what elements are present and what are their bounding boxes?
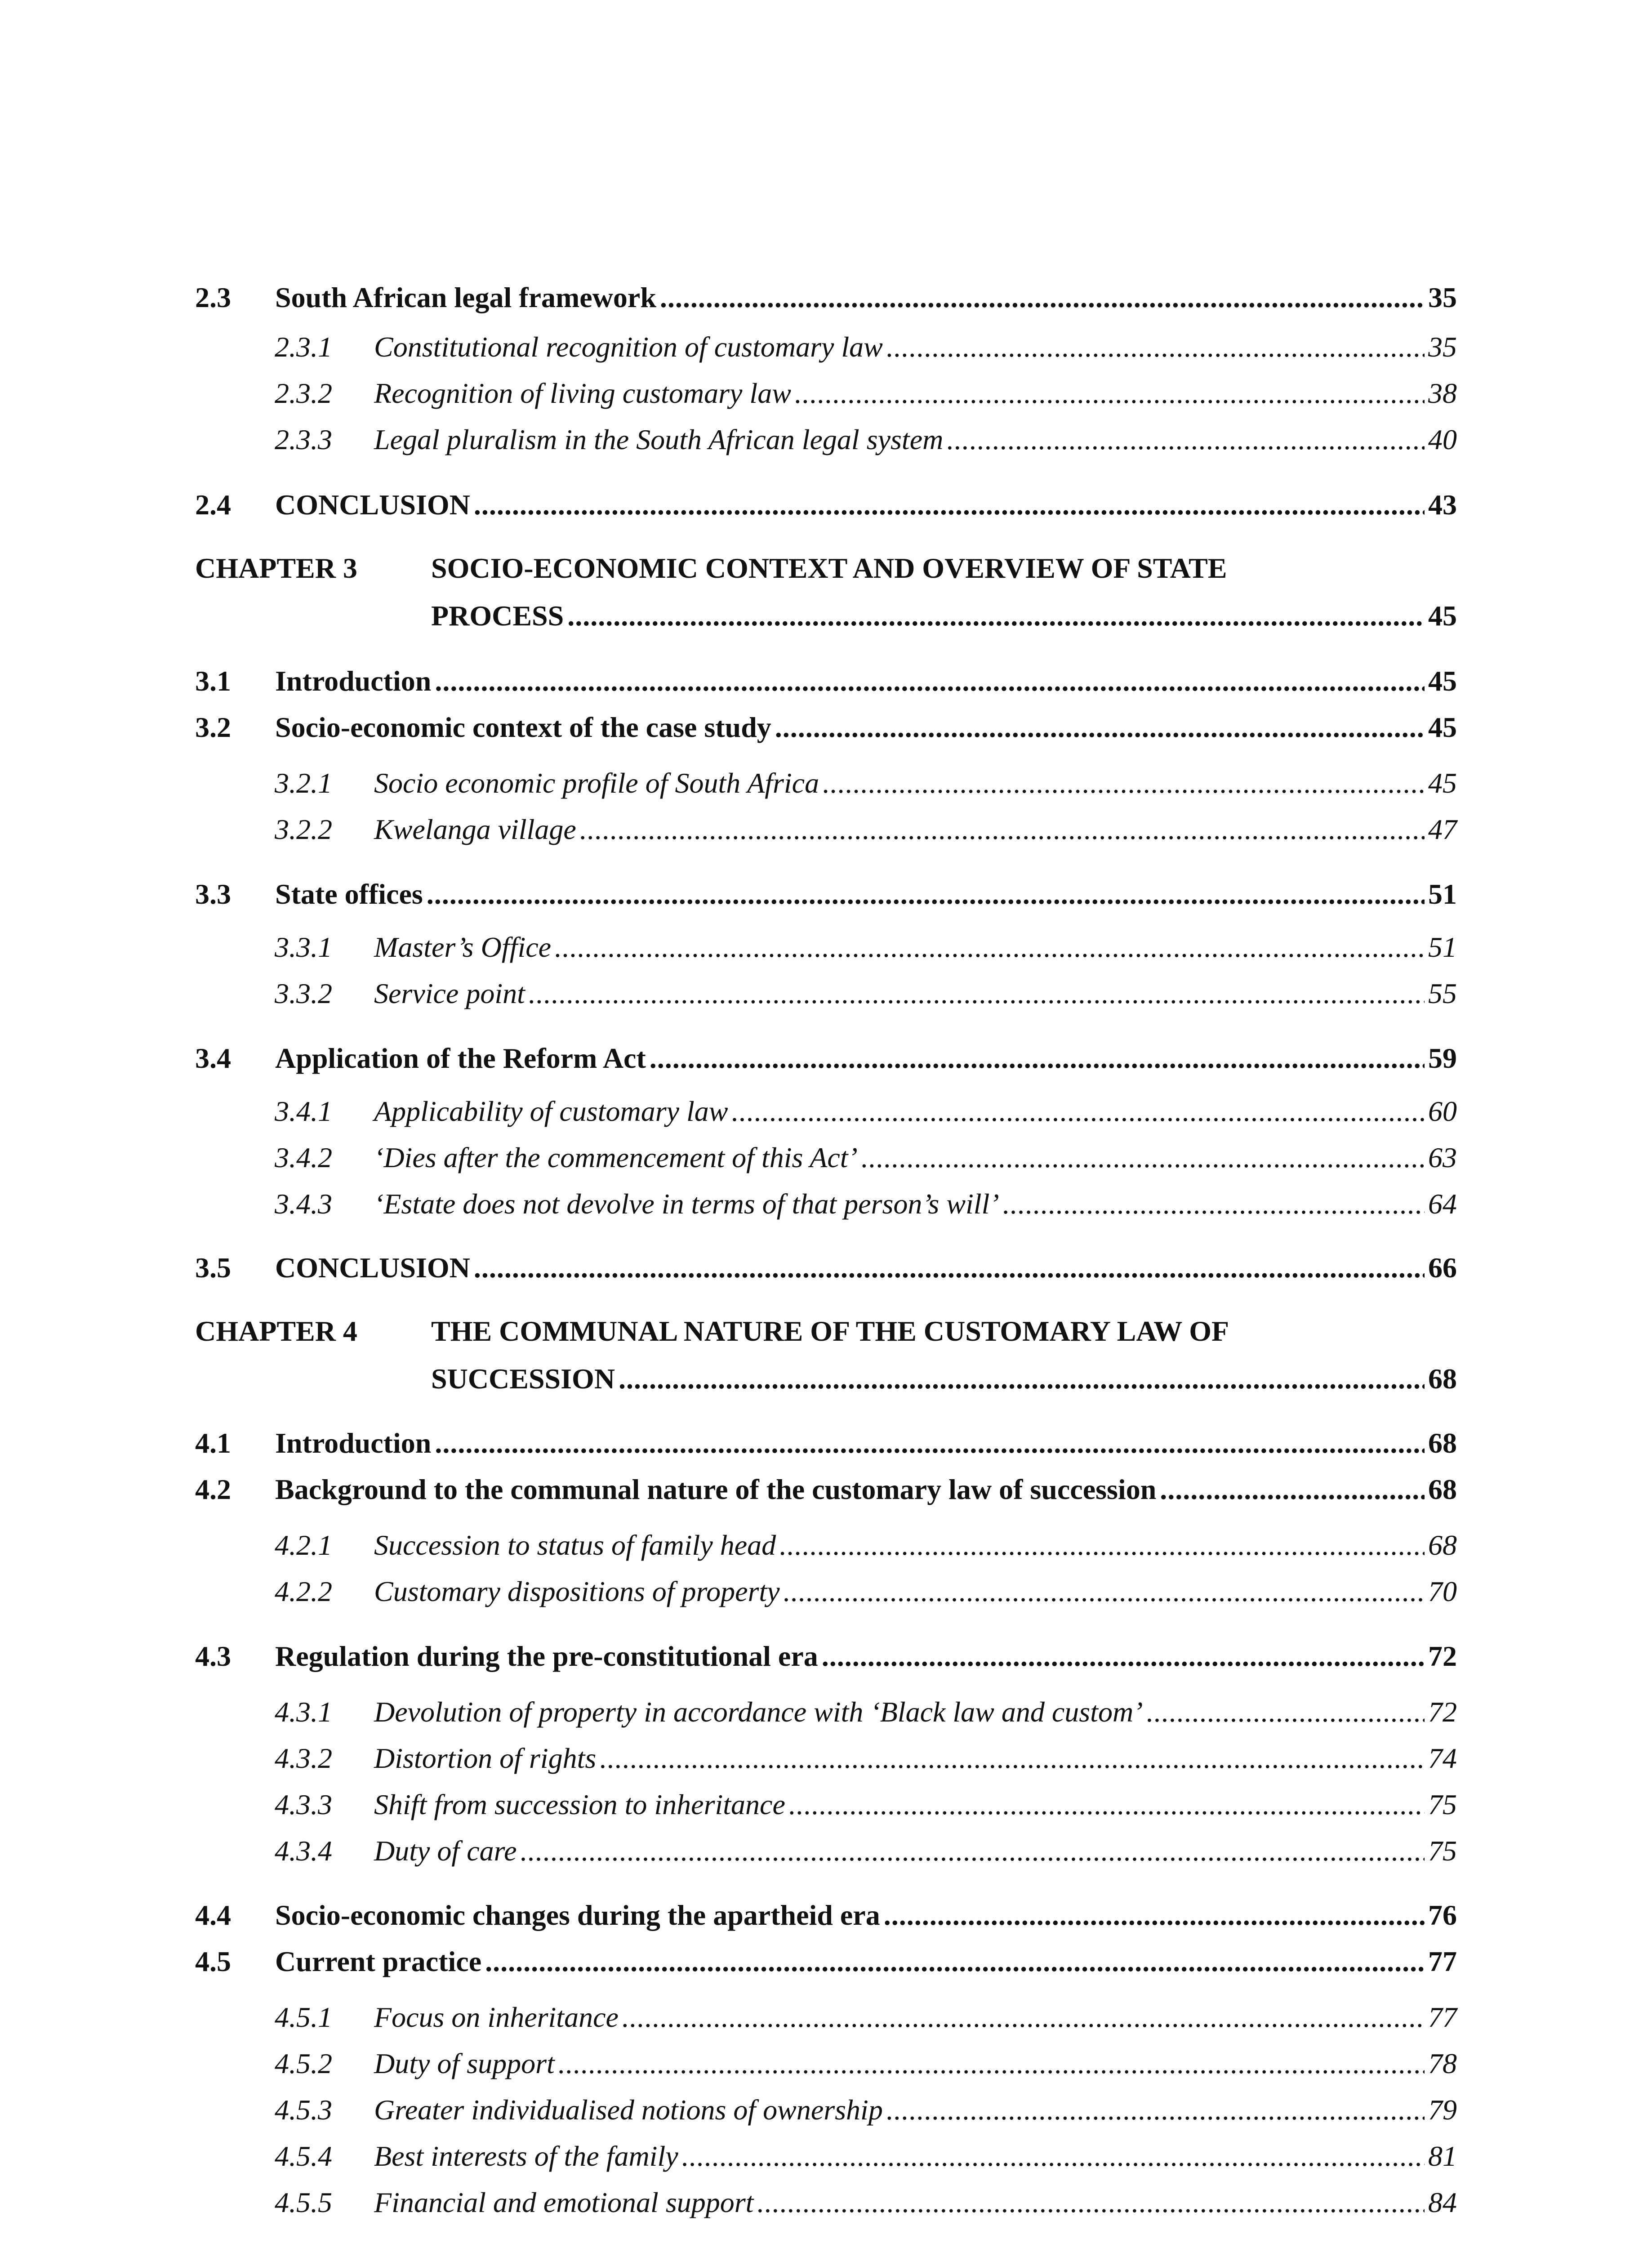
toc-entry-title: South African legal framework — [275, 281, 656, 313]
toc-entry-page: 45 — [1428, 600, 1457, 632]
toc-entry-number: 4.1 — [195, 1427, 231, 1459]
dot-leader — [555, 933, 1425, 962]
toc-entry-number: 3.3.2 — [275, 977, 332, 1009]
toc-entry-title: ‘Estate does not devolve in terms of that person’s will’ — [374, 1188, 999, 1220]
toc-entry-page: 77 — [1428, 2001, 1457, 2033]
toc-entry-page: 75 — [1428, 1789, 1457, 1820]
toc-entry-page: 51 — [1428, 931, 1457, 963]
toc-entry-title: CONCLUSION — [275, 1252, 470, 1284]
toc-entry-page: 45 — [1428, 711, 1457, 743]
toc-entry-number: 2.3 — [195, 281, 231, 313]
toc-entry — [275, 1698, 1457, 1726]
dot-leader — [435, 1429, 1425, 1458]
dot-leader — [861, 1143, 1425, 1172]
toc-entry-page: 79 — [1428, 2094, 1457, 2126]
toc-entry-number: 2.4 — [195, 489, 231, 521]
dot-leader — [784, 1577, 1425, 1606]
toc-entry-number: 4.5.1 — [275, 2001, 332, 2033]
dot-leader — [558, 2049, 1425, 2078]
toc-entry-title: Current practice — [275, 1945, 482, 1977]
toc-entry-title: Service point — [374, 977, 525, 1009]
toc-entry-number: 3.2.2 — [275, 813, 332, 845]
dot-leader — [1003, 1190, 1425, 1218]
toc-entry-title: Introduction — [275, 1427, 432, 1459]
toc-entry-title: Socio-economic changes during the apartheid era — [275, 1899, 880, 1931]
toc-entry-page: 75 — [1428, 1835, 1457, 1867]
toc-entry — [431, 602, 1457, 630]
toc-entry-number: 4.5.5 — [275, 2186, 332, 2218]
toc-entry-page: 35 — [1428, 331, 1457, 363]
toc-entry-page: 68 — [1428, 1427, 1457, 1459]
dot-leader — [600, 1744, 1425, 1773]
dot-leader — [775, 713, 1425, 742]
toc-entry — [195, 880, 1457, 909]
toc-entry-number: 4.5.4 — [275, 2140, 332, 2172]
toc-entry-page: 68 — [1428, 1473, 1457, 1505]
toc-entry — [275, 2049, 1457, 2078]
toc-entry-title: Greater individualised notions of ownership — [374, 2094, 883, 2126]
dot-leader — [682, 2142, 1425, 2171]
dot-leader — [567, 602, 1425, 630]
toc-entry — [275, 1837, 1457, 1865]
toc-entry — [275, 815, 1457, 844]
toc-entry-page: 64 — [1428, 1188, 1457, 1220]
toc-entry-page: 63 — [1428, 1142, 1457, 1173]
toc-entry-title: Socio-economic context of the case study — [275, 711, 771, 743]
toc-entry-title: Legal pluralism in the South African legal system — [374, 424, 944, 455]
toc-entry-number: 3.4.2 — [275, 1142, 332, 1173]
dot-leader — [474, 491, 1425, 519]
toc-entry-page: 43 — [1428, 489, 1457, 521]
toc-entry-title: Shift from succession to inheritance — [374, 1789, 785, 1820]
toc-entry-number: 4.2 — [195, 1473, 231, 1505]
dot-leader — [622, 2003, 1425, 2032]
toc-entry-number: 2.3.2 — [275, 377, 332, 409]
toc-entry — [195, 491, 1457, 519]
toc-entry — [195, 1947, 1457, 1976]
dot-leader — [789, 1790, 1425, 1819]
toc-entry-title: State offices — [275, 878, 423, 910]
toc-entry — [195, 554, 1457, 583]
dot-leader — [757, 2188, 1425, 2217]
toc-entry-title: Best interests of the family — [374, 2140, 678, 2172]
dot-leader — [619, 1365, 1425, 1393]
toc-entry — [275, 2003, 1457, 2032]
toc-entry-number: 4.2.2 — [275, 1575, 332, 1607]
toc-entry-page: 70 — [1428, 1575, 1457, 1607]
toc-entry — [275, 2096, 1457, 2124]
toc-entry-title: Duty of care — [374, 1835, 517, 1867]
toc-entry-page: 72 — [1428, 1640, 1457, 1672]
toc-entry-number: 2.3.1 — [275, 331, 332, 363]
toc-entry-title: Application of the Reform Act — [275, 1042, 646, 1074]
toc-entry-number: CHAPTER 3 — [195, 552, 357, 584]
dot-leader — [886, 2096, 1425, 2124]
dot-leader — [580, 815, 1425, 844]
toc-entry-title: Introduction — [275, 665, 432, 697]
toc-entry — [275, 1143, 1457, 1172]
toc-entry — [275, 1577, 1457, 1606]
toc-entry — [195, 1642, 1457, 1671]
toc-entry-page: 68 — [1428, 1529, 1457, 1561]
toc-entry — [275, 1190, 1457, 1218]
dot-leader — [650, 1044, 1425, 1073]
toc-entry — [275, 769, 1457, 798]
toc-entry — [195, 1317, 1457, 1346]
toc-entry-title: Succession to status of family head — [374, 1529, 776, 1561]
toc-entry-page: 51 — [1428, 878, 1457, 910]
toc-entry-number: CHAPTER 4 — [195, 1315, 357, 1347]
toc-entry-page: 76 — [1428, 1899, 1457, 1931]
toc-entry-page: 77 — [1428, 1945, 1457, 1977]
toc-entry-page: 78 — [1428, 2047, 1457, 2079]
toc-entry-title: SUCCESSION — [431, 1363, 615, 1395]
toc-entry-title: Devolution of property in accordance with ‘Black law and custom’ — [374, 1696, 1143, 1728]
toc-entry-number: 3.4.3 — [275, 1188, 332, 1220]
dot-leader — [427, 880, 1425, 909]
dot-leader — [660, 283, 1425, 312]
toc-entry-page: 60 — [1428, 1095, 1457, 1127]
toc-entry — [275, 933, 1457, 962]
toc-entry-page: 45 — [1428, 767, 1457, 799]
toc-entry-title: Background to the communal nature of the customary law of succession — [275, 1473, 1157, 1505]
toc-entry-number: 4.5.3 — [275, 2094, 332, 2126]
toc-entry-number: 4.5 — [195, 1945, 231, 1977]
toc-entry — [195, 1901, 1457, 1930]
toc-entry — [275, 979, 1457, 1008]
toc-entry — [195, 1475, 1457, 1504]
toc-entry-number: 3.2.1 — [275, 767, 332, 799]
toc-entry-title: Kwelanga village — [374, 813, 576, 845]
dot-leader — [823, 769, 1425, 798]
toc-entry-title: Regulation during the pre-constitutional era — [275, 1640, 818, 1672]
toc-entry-number: 3.5 — [195, 1252, 231, 1284]
toc-entry-title: Duty of support — [374, 2047, 555, 2079]
toc-entry-number: 3.4 — [195, 1042, 231, 1074]
toc-entry-page: 38 — [1428, 377, 1457, 409]
dot-leader — [884, 1901, 1425, 1930]
toc-entry — [195, 1044, 1457, 1073]
toc-entry — [431, 1365, 1457, 1393]
toc-entry-title: SOCIO-ECONOMIC CONTEXT AND OVERVIEW OF STATE — [431, 552, 1227, 584]
toc-entry-page: 35 — [1428, 281, 1457, 313]
toc-entry-title: PROCESS — [431, 600, 564, 632]
toc-entry-page: 66 — [1428, 1252, 1457, 1284]
toc-entry-title: Master’s Office — [374, 931, 552, 963]
dot-leader — [947, 425, 1425, 454]
toc-entry-title: Applicability of customary law — [374, 1095, 728, 1127]
toc-entry-number: 3.3 — [195, 878, 231, 910]
toc-entry-title: Focus on inheritance — [374, 2001, 619, 2033]
dot-leader — [521, 1837, 1425, 1865]
toc-entry-title: CONCLUSION — [275, 489, 470, 521]
toc-entry-title: Socio economic profile of South Africa — [374, 767, 819, 799]
dot-leader — [474, 1253, 1425, 1282]
dot-leader — [822, 1642, 1425, 1671]
toc-entry-number: 4.3 — [195, 1640, 231, 1672]
toc-entry-title: ‘Dies after the commencement of this Act’ — [374, 1142, 858, 1173]
toc-entry-page: 84 — [1428, 2186, 1457, 2218]
toc-entry-title: Distortion of rights — [374, 1742, 597, 1774]
toc-entry-number: 2.3.3 — [275, 424, 332, 455]
toc-entry — [275, 425, 1457, 454]
toc-entry-title: Financial and emotional support — [374, 2186, 754, 2218]
toc-entry — [195, 1253, 1457, 1282]
toc-entry-number: 4.3.4 — [275, 1835, 332, 1867]
dot-leader — [1146, 1698, 1425, 1726]
dot-leader — [886, 333, 1425, 361]
toc-entry-page: 68 — [1428, 1363, 1457, 1395]
toc-entry-number: 3.3.1 — [275, 931, 332, 963]
toc-entry — [275, 333, 1457, 361]
toc-entry-number: 3.1 — [195, 665, 231, 697]
dot-leader — [529, 979, 1425, 1008]
toc-entry-number: 4.3.1 — [275, 1696, 332, 1728]
toc-entry — [275, 1790, 1457, 1819]
toc-entry-page: 40 — [1428, 424, 1457, 455]
toc-entry-number: 4.3.2 — [275, 1742, 332, 1774]
dot-leader — [435, 667, 1425, 696]
dot-leader — [779, 1531, 1425, 1560]
toc-entry — [195, 667, 1457, 696]
toc-entry-page: 45 — [1428, 665, 1457, 697]
toc-entry-number: 3.4.1 — [275, 1095, 332, 1127]
toc-entry-number: 4.2.1 — [275, 1529, 332, 1561]
toc-entry-title: Recognition of living customary law — [374, 377, 791, 409]
toc-entry-number: 4.4 — [195, 1899, 231, 1931]
toc-entry-title: THE COMMUNAL NATURE OF THE CUSTOMARY LAW OF — [431, 1315, 1229, 1347]
toc-entry — [275, 1531, 1457, 1560]
dot-leader — [731, 1097, 1425, 1126]
dot-leader — [795, 379, 1425, 408]
toc-entry-title: Customary dispositions of property — [374, 1575, 780, 1607]
toc-entry-number: 4.5.2 — [275, 2047, 332, 2079]
toc-entry-number: 3.2 — [195, 711, 231, 743]
toc-entry-number: 4.3.3 — [275, 1789, 332, 1820]
toc-entry-page: 72 — [1428, 1696, 1457, 1728]
toc-entry — [195, 1429, 1457, 1458]
toc-entry-title: Constitutional recognition of customary law — [374, 331, 883, 363]
toc-entry — [275, 379, 1457, 408]
toc-entry — [195, 283, 1457, 312]
toc-entry-page: 59 — [1428, 1042, 1457, 1074]
toc-entry-page: 47 — [1428, 813, 1457, 845]
toc-entry — [275, 2142, 1457, 2171]
toc-entry-page: 74 — [1428, 1742, 1457, 1774]
toc-entry-page: 55 — [1428, 977, 1457, 1009]
toc-entry — [275, 2188, 1457, 2217]
toc-entry — [275, 1097, 1457, 1126]
toc-entry — [275, 1744, 1457, 1773]
dot-leader — [1160, 1475, 1425, 1504]
dot-leader — [485, 1947, 1425, 1976]
toc-entry — [195, 713, 1457, 742]
toc-entry-page: 81 — [1428, 2140, 1457, 2172]
